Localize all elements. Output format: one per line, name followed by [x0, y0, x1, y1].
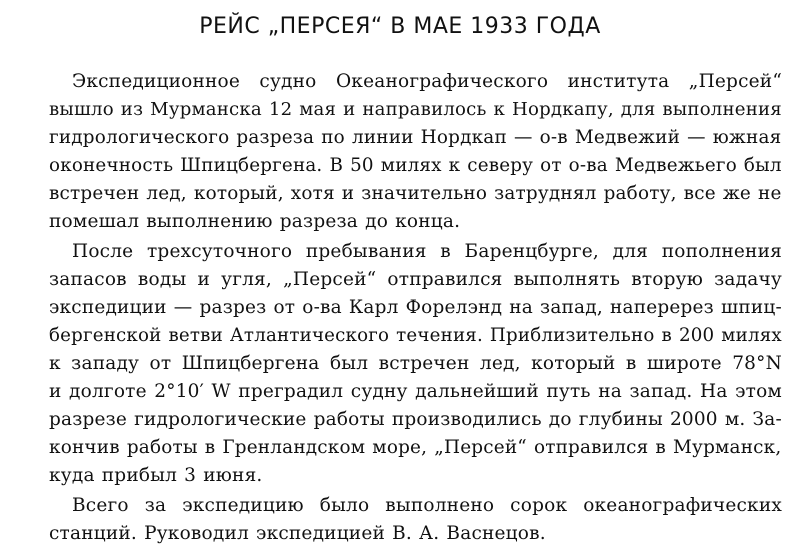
paragraph-line: запасов воды и угля, „Персей“ отправился выполнять вторую задачу: [49, 269, 782, 290]
paragraph-line: помешал выполнению разреза до конца.: [49, 211, 461, 232]
paragraph-line: станций. Руководил экспедицией В. А. Васнецов.: [49, 523, 546, 544]
paragraph-line: вышло из Мурманска 12 мая и направилось к Нордкапу, для выполнения: [49, 99, 782, 120]
paragraph-line: После трехсуточного пребывания в Баренцбурге, для пополнения: [72, 241, 782, 262]
paragraph-line: кончив работы в Гренландском море, „Персей“ отправился в Мурманск,: [49, 437, 782, 458]
paragraph-line: гидрологического разреза по линии Нордкап — о-в Медвежий — южная: [49, 127, 782, 148]
paragraph-line: Экспедиционное судно Океанографического института „Персей“: [72, 71, 782, 92]
paragraph-line: оконечность Шпицбергена. В 50 милях к северу от о-ва Медвежьего был: [49, 155, 782, 176]
paragraph-line: разрезе гидрологические работы производились до глубины 2000 м. За-: [49, 409, 782, 430]
paragraph-line: и долготе 2°10′ W преградил судну дальнейший путь на запад. На этом: [49, 381, 782, 402]
paragraph-line: куда прибыл 3 июня.: [49, 465, 263, 486]
paragraph-line: к западу от Шпицбергена был встречен лед, который в широте 78°N: [49, 353, 782, 374]
paragraph-line: встречен лед, который, хотя и значительно затруднял работу, все же не: [49, 183, 782, 204]
paragraph-line: экспедиции — разрез от о-ва Карл Форелэнд на запад, наперерез шпиц-: [49, 297, 782, 318]
document-title: РЕЙС „ПЕРСЕЯ“ В МАЕ 1933 ГОДА: [199, 14, 601, 39]
paragraph-line: бергенской ветви Атлантического течения. Приблизительно в 200 милях: [49, 325, 782, 346]
paragraph-line: Всего за экспедицию было выполнено сорок океанографических: [72, 495, 782, 516]
